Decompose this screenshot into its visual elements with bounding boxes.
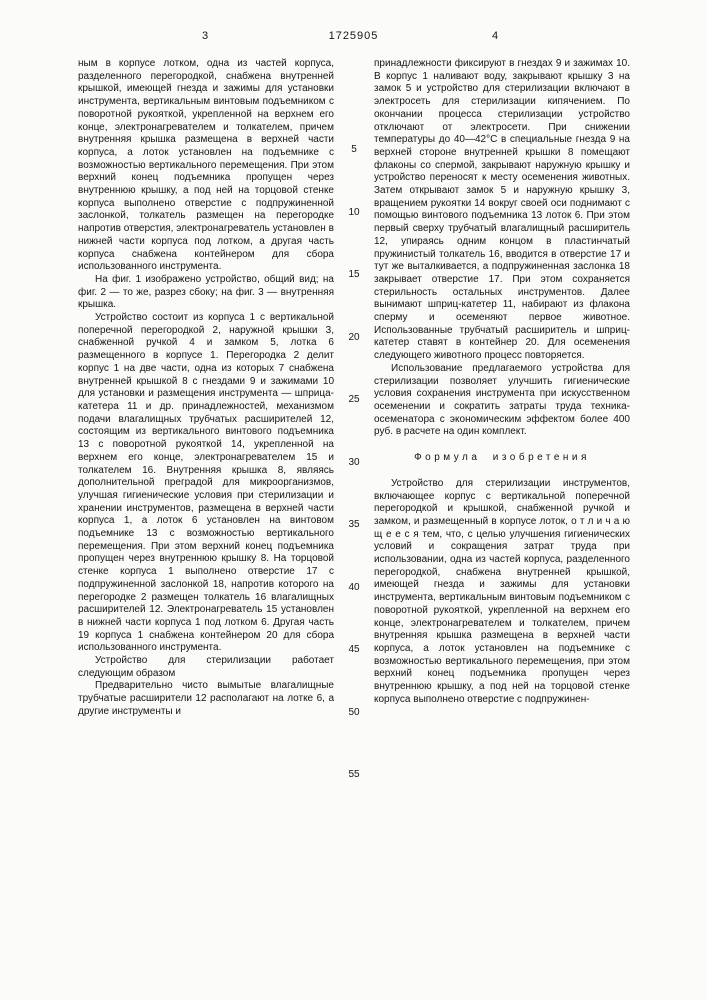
line-number: 35 (348, 519, 360, 530)
paragraph: Устройство для стерилизации работает следующим образом (78, 655, 334, 679)
page-number-left: 3 (202, 30, 209, 42)
line-number: 50 (348, 706, 360, 718)
line-number: 5 (351, 144, 357, 155)
line-number: 30 (348, 456, 360, 468)
text-columns (78, 58, 630, 930)
line-number: 40 (348, 581, 360, 593)
line-number: 10 (348, 206, 360, 218)
line-number: 45 (348, 644, 360, 655)
line-number: 55 (348, 769, 360, 780)
gutter-line-numbers (334, 58, 374, 930)
document-number: 1725905 (328, 30, 379, 42)
formula-heading: Формула изобретения (414, 452, 590, 464)
right-column (374, 58, 630, 930)
page-number-right: 4 (492, 30, 499, 42)
paragraph: Предварительно чисто вымытые влагалищные трубчатые расширители 12 располагают на лотке 6, а другие инструменты и (78, 680, 334, 717)
line-number: 15 (348, 269, 360, 280)
left-column (78, 58, 334, 930)
paragraph: ным в корпусе лотком, одна из частей корпуса, разделенного перегородкой, снабжена внутренней крышкой, имеющей гнезда и зажимы для установки инструмента, вертикальным винтовым подъемником с поворотной рукояткой, укрепленной на верхнем его конце, электронагревателем и толкателем, причем внутренняя крышка размещена в верхней части корпуса, а лоток установлен на подъемнике с возможностью вертикального перемещения. При этом верхний конец подъемника пропущен через внутреннюю крышку, а под ней на торцовой стенке корпуса выполнено отверстие с подпружиненной заслонкой, толкатель размещен на перегородке напротив отверстия, электронагреватель установлен в нижней части корпуса под лотком, а другая часть корпуса снабжена контейнером для сбора использованного инструмента. (78, 58, 334, 273)
line-number: 20 (348, 331, 360, 343)
paragraph: принадлежности фиксируют в гнездах 9 и зажимах 10. В корпус 1 наливают воду, закрывают крышку 3 на замок 5 и устройство для стерилизации включают в электросеть для стерилизации кипячением. По окончании процесса стерилизации устройство отключают от электросети. При снижении температуры до 40—42°С в специальные гнезда 9 на верхней стороне внутренней крышки 8 помещают флаконы со спермой, закрывают наружную крышку и устройство переносят к месту осеменения животных. Затем открывают замок 5 и наружную крышку 3, вращением рукоятки 14 вокруг своей оси поднимают с помощью винтового подъемника 13 лоток 6. При этом первый сверху трубчатый влагалищный расширитель 12, упираясь одним концом в пластинчатый пружинистый толкатель 16, вводится в отверстие 17 и тут же выталкивается, а подпружиненная заслонка 18 закрывает отверстие 17. При этом сохраняется стерильность остальных инструментов. Далее вынимают шприц-катетер 11, набирают из флакона сперму и осеменяют первое животное. Использованные трубчатый расширитель и шприц-катетер ставят в контейнер 20. Для осеменения следующего животного процесс повторяется. (374, 58, 630, 362)
paragraph: Устройство состоит из корпуса 1 с вертикальной поперечной перегородкой 2, наружной крышки 3, снабженной ручкой 4 и замком 5, лотка 6 размещенного в корпусе 1. Перегородка 2 делит корпус 1 на две части, одна из которых 7 снабжена внутренней крышкой 8 с гнездами 9 и зажимами 10 для установки и размещения инструмента — шприца-катетера 11 и др. принадлежностей, механизмом подачи влагалищных трубчатых расширителей 12, состоящим из вертикального винтового подъемника 13 с поворотной рукояткой 14, укрепленной на верхнем его конце, электронагревателем 15 и толкателем 16. Внутренняя крышка 8, являясь дополнительной преградой для микроорганизмов, улучшая гигиенические условия при стерилизации и хранении инструментов, размещена в верхней части корпуса 1, а лоток 6 установлен на винтовом подъемнике 13 с возможностью вертикального перемещения. При этом верхний конец подъемника пропущен через внутреннюю крышку 8. На торцовой стенке корпуса 1 выполнено отверстие 17 с подпружиненной заслонкой 18, напротив которого на перегородке 2 размещен толкатель 16 влагалищных расширителей 12. Электронагреватель 15 установлен в нижней части корпуса 1 под лотком 6. Другая часть 19 корпуса 1 снабжена контейнером 20 для сбора использованного инструмента. (78, 312, 334, 654)
page-header (0, 30, 707, 46)
paragraph: Использование предлагаемого устройства для стерилизации позволяет улучшить гигиенические условия сохранения инструмента при искусственном осеменении и сократить затраты труда техника-осеменатора с экономическим эффектом более 400 руб. в расчете на один комплект. (374, 362, 630, 438)
paragraph: На фиг. 1 изображено устройство, общий вид; на фиг. 2 — то же, разрез сбоку; на фиг. 3 — внутренняя крышка. (78, 273, 334, 311)
paragraph: Устройство для стерилизации инструментов, включающее корпус с вертикальной поперечной перегородкой и крышкой, снабженной ручкой и замком, и размещенный в корпусе лоток, о т л и ч а ю щ е е с я тем, что, с целью улучшения гигиенических условий и сокращения затрат труда при использовании, одна из частей корпуса, разделенного перегородкой, снабжена внутренней крышкой, имеющей гнезда и зажимы для установки инструмента, вертикальным винтовым подъемником с поворотной рукояткой, укрепленной на верхнем его конце, электронагревателем и толкателем, причем внутренняя крышка размещена в верхней части корпуса, а лоток установлен на подъемнике с возможностью вертикального перемещения, при этом верхний конец подъемника пропущен через внутреннюю крышку, а под ней на торцовой стенке корпуса выполнено отверстие с подпружинен- (374, 477, 630, 705)
line-number: 25 (348, 394, 360, 405)
